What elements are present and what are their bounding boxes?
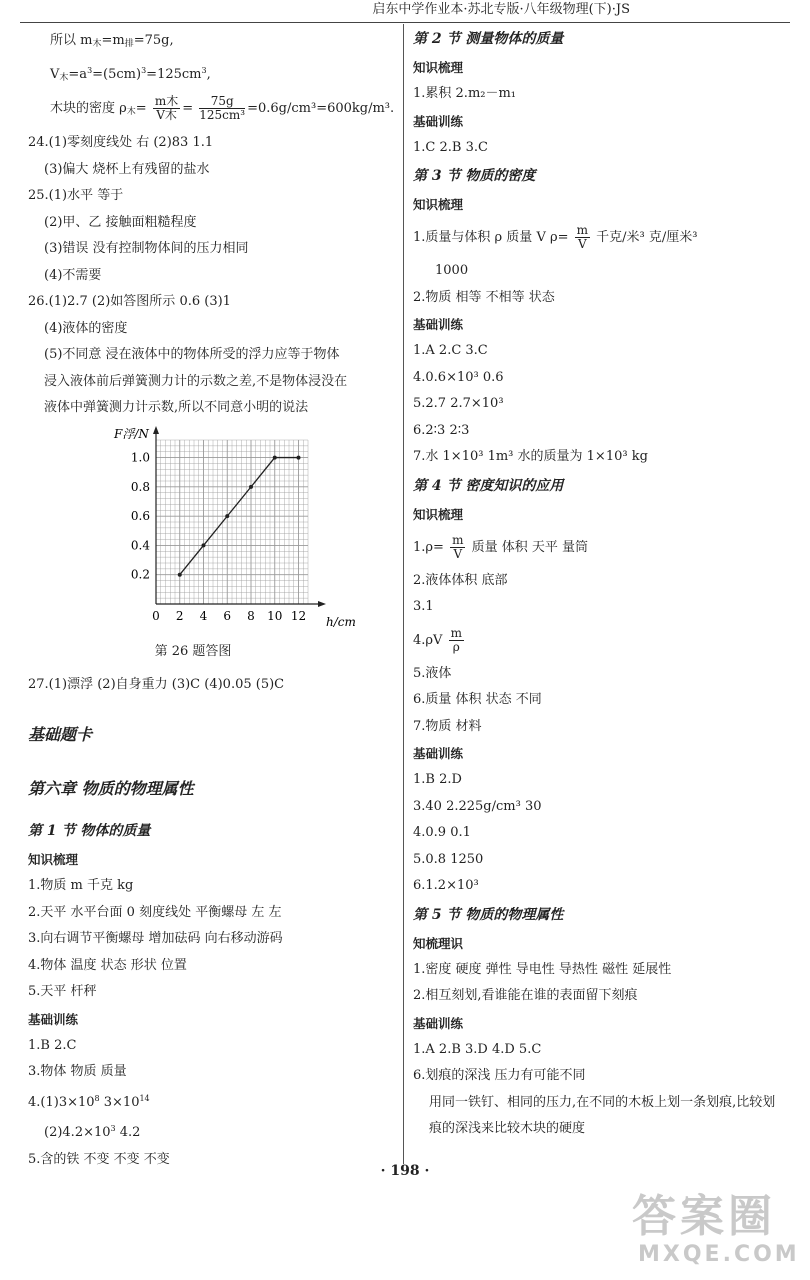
list-item: 2.液体体积 底部 (413, 572, 508, 588)
y-tick-label: 0.6 (130, 508, 150, 523)
data-point (202, 543, 206, 547)
list-item: 7.水 1×10³ 1m³ 水的质量为 1×10³ kg (413, 449, 648, 464)
list-item: 2.相互刻划,看谁能在谁的表面留下刻痕 (413, 988, 638, 1003)
list-item: 3.1 (413, 599, 434, 614)
x-axis-arrow (318, 601, 326, 607)
x-tick-label: 2 (175, 608, 184, 623)
answer-25-4: (4)不需要 (44, 267, 102, 283)
y-tick-label: 0.4 (130, 537, 150, 552)
section-5-training-heading: 基础训练 (413, 1015, 464, 1031)
list-item: 1.A 2.B 3.D 4.D 5.C (413, 1041, 542, 1057)
answer-26-3: (5)不同意 浸在液体中的物体所受的浮力应等于物体 (44, 347, 340, 362)
y-tick-label: 0.8 (130, 479, 150, 494)
list-item: 1.B 2.C (28, 1037, 77, 1053)
list-item: 3.40 2.225g/cm³ 30 (413, 798, 542, 814)
chapter-title: 第六章 物质的物理属性 (28, 779, 194, 798)
list-item: 5.天平 杆秤 (28, 984, 97, 999)
chart-svg (100, 422, 360, 640)
list-item-continued: 1000 (435, 263, 469, 278)
y-axis-arrow (153, 426, 159, 434)
list-item: 1.B 2.D (413, 772, 462, 787)
section-4-knowledge-heading: 知识梳理 (413, 506, 464, 522)
y-tick-label: 0.2 (130, 567, 150, 582)
page-number: · 198 · (380, 1163, 430, 1179)
answer-26-4: 浸入液体前后弹簧测力计的示数之差,不是物体浸没在 (44, 373, 348, 389)
section-4-training-heading: 基础训练 (413, 746, 464, 761)
section-2-title: 第 2 节 测量物体的质量 (413, 31, 564, 47)
list-item: 2.物质 相等 不相等 状态 (413, 289, 555, 305)
section-2-training-heading: 基础训练 (413, 113, 464, 129)
fraction: $\frac{m}{V}$ (452, 532, 464, 561)
answer-24-1: 24.(1)零刻度线处 右 (2)83 1.1 (28, 135, 214, 150)
x-tick-label: 0 (152, 608, 160, 623)
answer-26-2: (4)液体的密度 (44, 320, 128, 336)
list-item: 1.物质 m 千克 kg (28, 878, 134, 893)
answer-line: $V_木=a^3=(5cm)^3=125cm^3$, (50, 65, 211, 83)
list-item: $4.(1)3\times 10^8$ $3\times 10^{14}$ (28, 1093, 150, 1110)
answer-25-1: 25.(1)水平 等于 (28, 188, 124, 203)
list-item: 1.A 2.C 3.C (413, 343, 488, 358)
data-point (178, 572, 182, 576)
list-item: 7.物质 材料 (413, 718, 482, 734)
fraction: $\frac{75g}{\text{125cm³}}$ (199, 94, 246, 122)
list-item: 1.质量与体积 ρ 质量 V ρ= $\frac{m}{V}$ 千克/米³ 克/厘米³ (413, 223, 698, 251)
list-item: 4.0.9 0.1 (413, 825, 471, 840)
list-item: 4.ρV $\frac{m}{\rho}$ (413, 625, 462, 654)
fraction: $\frac{m}{\rho}$ (450, 625, 462, 654)
list-item: 6.1.2×10³ (413, 878, 479, 893)
list-item: 4.0.6×10³ 0.6 (413, 369, 504, 385)
data-point (273, 455, 277, 459)
section-5-knowledge-heading: 知梳理识 (413, 935, 464, 951)
section-4-title: 第 4 节 密度知识的应用 (413, 477, 564, 494)
watermark: 答案圈 MXQE.COM (632, 1191, 800, 1267)
left-column (28, 28, 398, 1173)
list-item: 1.C 2.B 3.C (413, 139, 488, 155)
list-item: 1.密度 硬度 弹性 导电性 导热性 磁性 延展性 (413, 961, 672, 977)
data-point (297, 455, 301, 459)
data-point (249, 484, 253, 488)
x-tick-label: 8 (247, 608, 255, 623)
section-1-title: 第 1 节 物体的质量 (28, 823, 151, 839)
answer-line: 所以 $m_木=m_排=75g$, (50, 33, 174, 49)
x-tick-label: 12 (290, 608, 307, 623)
x-axis-label: h/cm (326, 614, 356, 629)
x-tick-label: 10 (267, 608, 283, 623)
list-item: 5.含的铁 不变 不变 不变 (28, 1151, 170, 1167)
section-1-training-heading: 基础训练 (28, 1011, 79, 1027)
answer-26-1: 26.(1)2.7 (2)如答图所示 0.6 (3)1 (28, 294, 231, 309)
list-item: 3.物体 物质 质量 (28, 1064, 127, 1079)
figure-caption: 第 26 题答图 (154, 643, 232, 659)
card-title: 基础题卡 (28, 725, 93, 744)
answer-27: 27.(1)漂浮 (2)自身重力 (3)C (4)0.05 (5)C (28, 676, 285, 692)
fraction: $\frac{m}{V}$ (576, 223, 589, 251)
section-5-title: 第 5 节 物质的物理属性 (413, 906, 564, 923)
right-column (413, 28, 788, 1143)
section-3-knowledge-heading: 知识梳理 (413, 197, 464, 212)
answer-line-density: 木块的密度 $\rho_木=$ $\frac{\text{m木}}{\text{V木}}$ = $\frac{75g}{\text{125cm³}}$ =0.6g/cm³=600kg/m³. (50, 94, 395, 122)
section-3-training-heading: 基础训练 (413, 317, 464, 332)
list-item: $(2)4.2\times 10^3$ 4.2 (44, 1124, 141, 1140)
answer-24-2: (3)偏大 烧杯上有残留的盐水 (44, 161, 210, 177)
y-axis-label: F浮/N (114, 426, 149, 441)
x-tick-label: 6 (223, 608, 232, 623)
list-item: 2.天平 水平台面 0 刻度线处 平衡螺母 左 左 (28, 904, 282, 920)
x-tick-label: 4 (199, 608, 208, 623)
list-item-continued: 用同一铁钉、相同的压力,在不同的木板上划一条划痕,比较划痕的深浅来比较木块的硬度 (429, 1094, 776, 1136)
answer-25-2: (2)甲、乙 接触面粗糙程度 (44, 214, 197, 230)
buoyancy-chart (100, 422, 360, 640)
section-2-knowledge-heading: 知识梳理 (413, 60, 464, 75)
list-item: 5.0.8 1250 (413, 851, 484, 867)
list-item: 1.ρ= $\frac{m}{V}$ 质量 体积 天平 量筒 (413, 532, 589, 561)
list-item: 3.向右调节平衡螺母 增加砝码 向右移动游码 (28, 931, 283, 946)
answer-26-5: 液体中弹簧测力计示数,所以不同意小明的说法 (44, 400, 309, 415)
list-item: 5.液体 (413, 665, 452, 681)
list-item: 5.2.7 2.7×10³ (413, 396, 504, 411)
list-item: 6.2∶3 2∶3 (413, 422, 470, 438)
page-header: 启东中学作业本·苏北专版·八年级物理(下)·JS (20, 0, 790, 23)
answer-25-3: (3)错误 没有控制物体间的压力相同 (44, 241, 249, 256)
list-item: 6.划痕的深浅 压力有可能不同 (413, 1068, 586, 1083)
list-item: 4.物体 温度 状态 形状 位置 (28, 957, 187, 973)
section-3-title: 第 3 节 物质的密度 (413, 168, 536, 184)
list-item: 6.质量 体积 状态 不同 (413, 692, 542, 707)
data-point (225, 514, 229, 518)
list-item: 1.累积 2.m₂－m₁ (413, 86, 517, 101)
column-divider (403, 24, 404, 1164)
section-1-knowledge-heading: 知识梳理 (28, 852, 79, 867)
y-tick-label: 1.0 (130, 450, 150, 465)
fraction: $\frac{\text{m木}}{\text{V木}}$ (154, 94, 179, 122)
